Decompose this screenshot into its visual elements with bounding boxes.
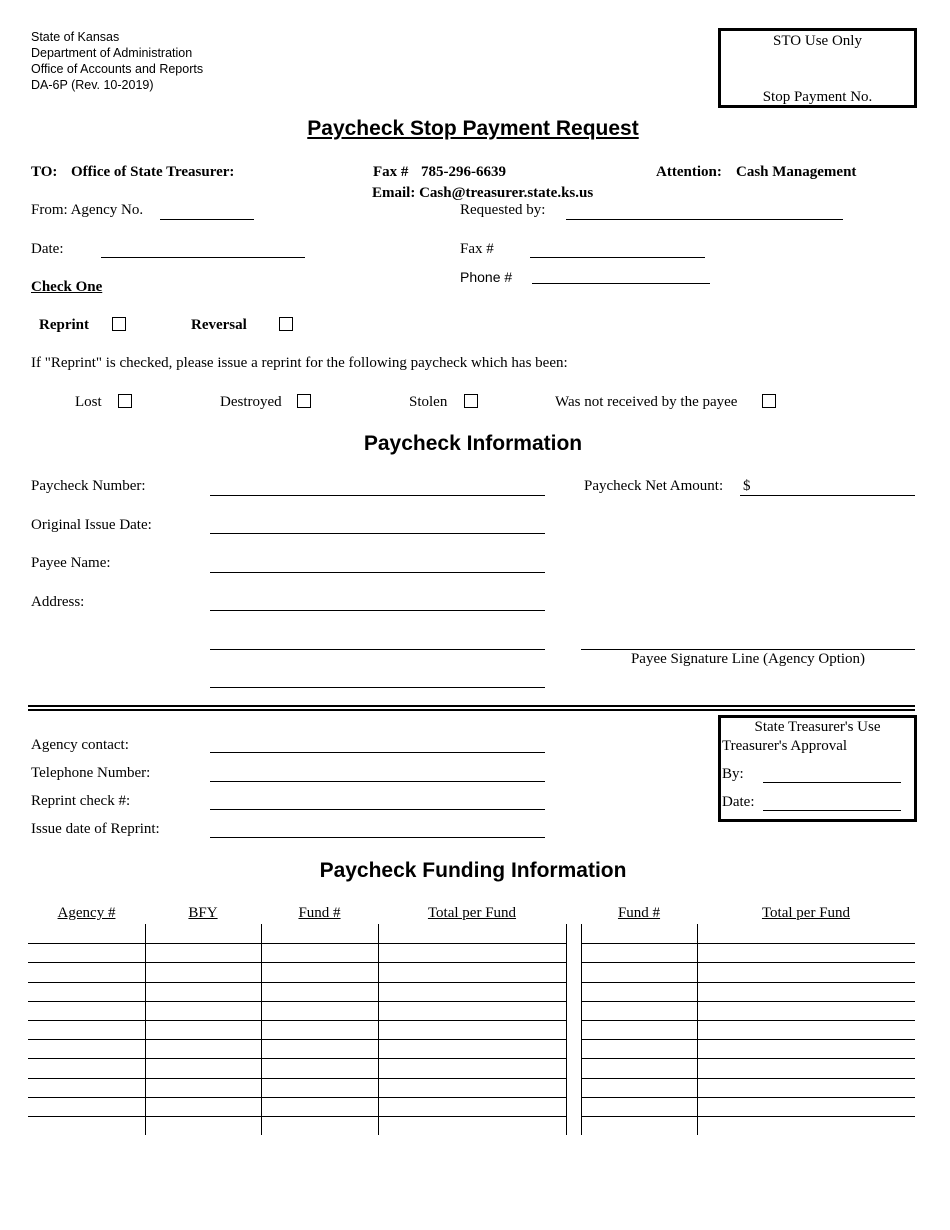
funding-right-column-line: [697, 924, 698, 1135]
funding-left-row-line[interactable]: [28, 1078, 566, 1079]
reprint-label: Reprint: [39, 317, 89, 333]
treasurer-by-field[interactable]: [763, 782, 901, 783]
fax-label: Fax #: [373, 164, 409, 180]
date-field[interactable]: [101, 257, 305, 258]
issue-date-reprint-label: Issue date of Reprint:: [31, 821, 160, 837]
check-one-label: Check One: [31, 279, 103, 295]
treasurer-approval-label: Treasurer's Approval: [722, 738, 848, 754]
from-agency-label: From: Agency No.: [31, 202, 144, 218]
payee-name-field[interactable]: [210, 572, 545, 573]
funding-left-row-line[interactable]: [28, 943, 566, 944]
requested-by-label: Requested by:: [460, 202, 546, 218]
page-title: Paycheck Stop Payment Request: [307, 117, 639, 140]
not-received-label: Was not received by the payee: [555, 394, 738, 410]
funding-left-row-line[interactable]: [28, 962, 566, 963]
funding-right-row-line[interactable]: [581, 1078, 915, 1079]
funding-left-row-line[interactable]: [28, 1058, 566, 1059]
treasurer-by-label: By:: [722, 766, 744, 782]
header-line-form-number: DA-6P (Rev. 10-2019): [31, 78, 154, 92]
funding-information-heading: Paycheck Funding Information: [319, 859, 627, 882]
agency-contact-label: Agency contact:: [31, 737, 129, 753]
funding-right-column-line: [581, 924, 582, 1135]
phone-field[interactable]: [532, 283, 710, 284]
funding-left-row-line[interactable]: [28, 982, 566, 983]
address-field-3[interactable]: [210, 687, 545, 688]
header-fund-number-right: Fund #: [617, 905, 661, 921]
header-line-office: Office of Accounts and Reports: [31, 62, 204, 76]
fax-value: 785-296-6639: [421, 164, 506, 180]
paycheck-information-heading: Paycheck Information: [363, 432, 583, 455]
reprint-instruction: If "Reprint" is checked, please issue a reprint for the following paycheck which has been:: [31, 355, 568, 371]
dollar-sign: $: [743, 478, 751, 494]
treasurer-use-title: State Treasurer's Use: [754, 719, 881, 735]
funding-left-row-line[interactable]: [28, 1039, 566, 1040]
agency-no-field[interactable]: [160, 219, 254, 220]
to-value: Office of State Treasurer:: [71, 164, 235, 180]
section-divider-top: [28, 705, 915, 707]
fax-field[interactable]: [530, 257, 705, 258]
funding-left-column-line: [378, 924, 379, 1135]
header-fund-number-left: Fund #: [298, 905, 341, 921]
phone-label: Phone #: [460, 269, 513, 285]
reprint-check-label: Reprint check #:: [31, 793, 131, 809]
funding-right-row-line[interactable]: [581, 1058, 915, 1059]
net-amount-field[interactable]: [740, 495, 915, 496]
address-field-1[interactable]: [210, 610, 545, 611]
date-label: Date:: [31, 241, 64, 257]
section-divider-bottom: [28, 709, 915, 711]
lost-checkbox[interactable]: [118, 394, 132, 408]
funding-right-row-line[interactable]: [581, 1001, 915, 1002]
header-bfy: BFY: [188, 905, 218, 921]
reprint-check-field[interactable]: [210, 809, 545, 810]
reversal-checkbox[interactable]: [279, 317, 293, 331]
net-amount-label: Paycheck Net Amount:: [584, 478, 724, 494]
destroyed-checkbox[interactable]: [297, 394, 311, 408]
agency-header: [31, 29, 203, 93]
original-issue-date-field[interactable]: [210, 533, 545, 534]
sto-use-box: [718, 28, 917, 108]
email: Email: Cash@treasurer.state.ks.us: [372, 185, 594, 201]
stop-payment-no-label: Stop Payment No.: [762, 89, 873, 105]
funding-right-row-line[interactable]: [581, 1097, 915, 1098]
funding-left-row-line[interactable]: [28, 1116, 566, 1117]
funding-left-column-line: [145, 924, 146, 1135]
destroyed-label: Destroyed: [220, 394, 282, 410]
attention-label: Attention:: [656, 164, 722, 180]
agency-contact-field[interactable]: [210, 752, 545, 753]
header-line-state: State of Kansas: [31, 30, 120, 44]
issue-date-reprint-field[interactable]: [210, 837, 545, 838]
stolen-checkbox[interactable]: [464, 394, 478, 408]
telephone-number-label: Telephone Number:: [31, 765, 151, 781]
fax-field-label: Fax #: [460, 241, 494, 257]
header-agency-number: Agency #: [57, 905, 116, 921]
header-total-per-fund-left: Total per Fund: [427, 905, 517, 921]
payee-name-label: Payee Name:: [31, 555, 111, 571]
requested-by-field[interactable]: [566, 219, 843, 220]
address-label: Address:: [31, 594, 85, 610]
reprint-checkbox[interactable]: [112, 317, 126, 331]
address-field-2[interactable]: [210, 649, 545, 650]
funding-left-row-line[interactable]: [28, 1097, 566, 1098]
to-label: TO:: [31, 164, 58, 180]
treasurer-date-field[interactable]: [763, 810, 901, 811]
funding-right-row-line[interactable]: [581, 1039, 915, 1040]
funding-right-row-line[interactable]: [581, 1116, 915, 1117]
funding-left-column-line: [566, 924, 567, 1135]
header-line-department: Department of Administration: [31, 46, 193, 60]
funding-left-row-line[interactable]: [28, 1001, 566, 1002]
original-issue-date-label: Original Issue Date:: [31, 517, 152, 533]
funding-right-row-line[interactable]: [581, 962, 915, 963]
payee-signature-label: Payee Signature Line (Agency Option): [630, 651, 866, 667]
paycheck-number-label: Paycheck Number:: [31, 478, 146, 494]
stolen-label: Stolen: [409, 394, 448, 410]
reversal-label: Reversal: [191, 317, 247, 333]
treasurer-use-box: [718, 715, 917, 822]
not-received-checkbox[interactable]: [762, 394, 776, 408]
lost-label: Lost: [75, 394, 102, 410]
treasurer-date-label: Date:: [722, 794, 755, 810]
payee-signature-field[interactable]: [581, 649, 915, 650]
funding-right-row-line[interactable]: [581, 943, 915, 944]
funding-left-column-line: [261, 924, 262, 1135]
paycheck-number-field[interactable]: [210, 495, 545, 496]
attention-value: Cash Management: [736, 164, 857, 180]
funding-right-row-line[interactable]: [581, 1020, 915, 1021]
telephone-number-field[interactable]: [210, 781, 545, 782]
sto-use-title: STO Use Only: [773, 33, 862, 49]
funding-right-row-line[interactable]: [581, 982, 915, 983]
header-total-per-fund-right: Total per Fund: [761, 905, 851, 921]
funding-left-row-line[interactable]: [28, 1020, 566, 1021]
